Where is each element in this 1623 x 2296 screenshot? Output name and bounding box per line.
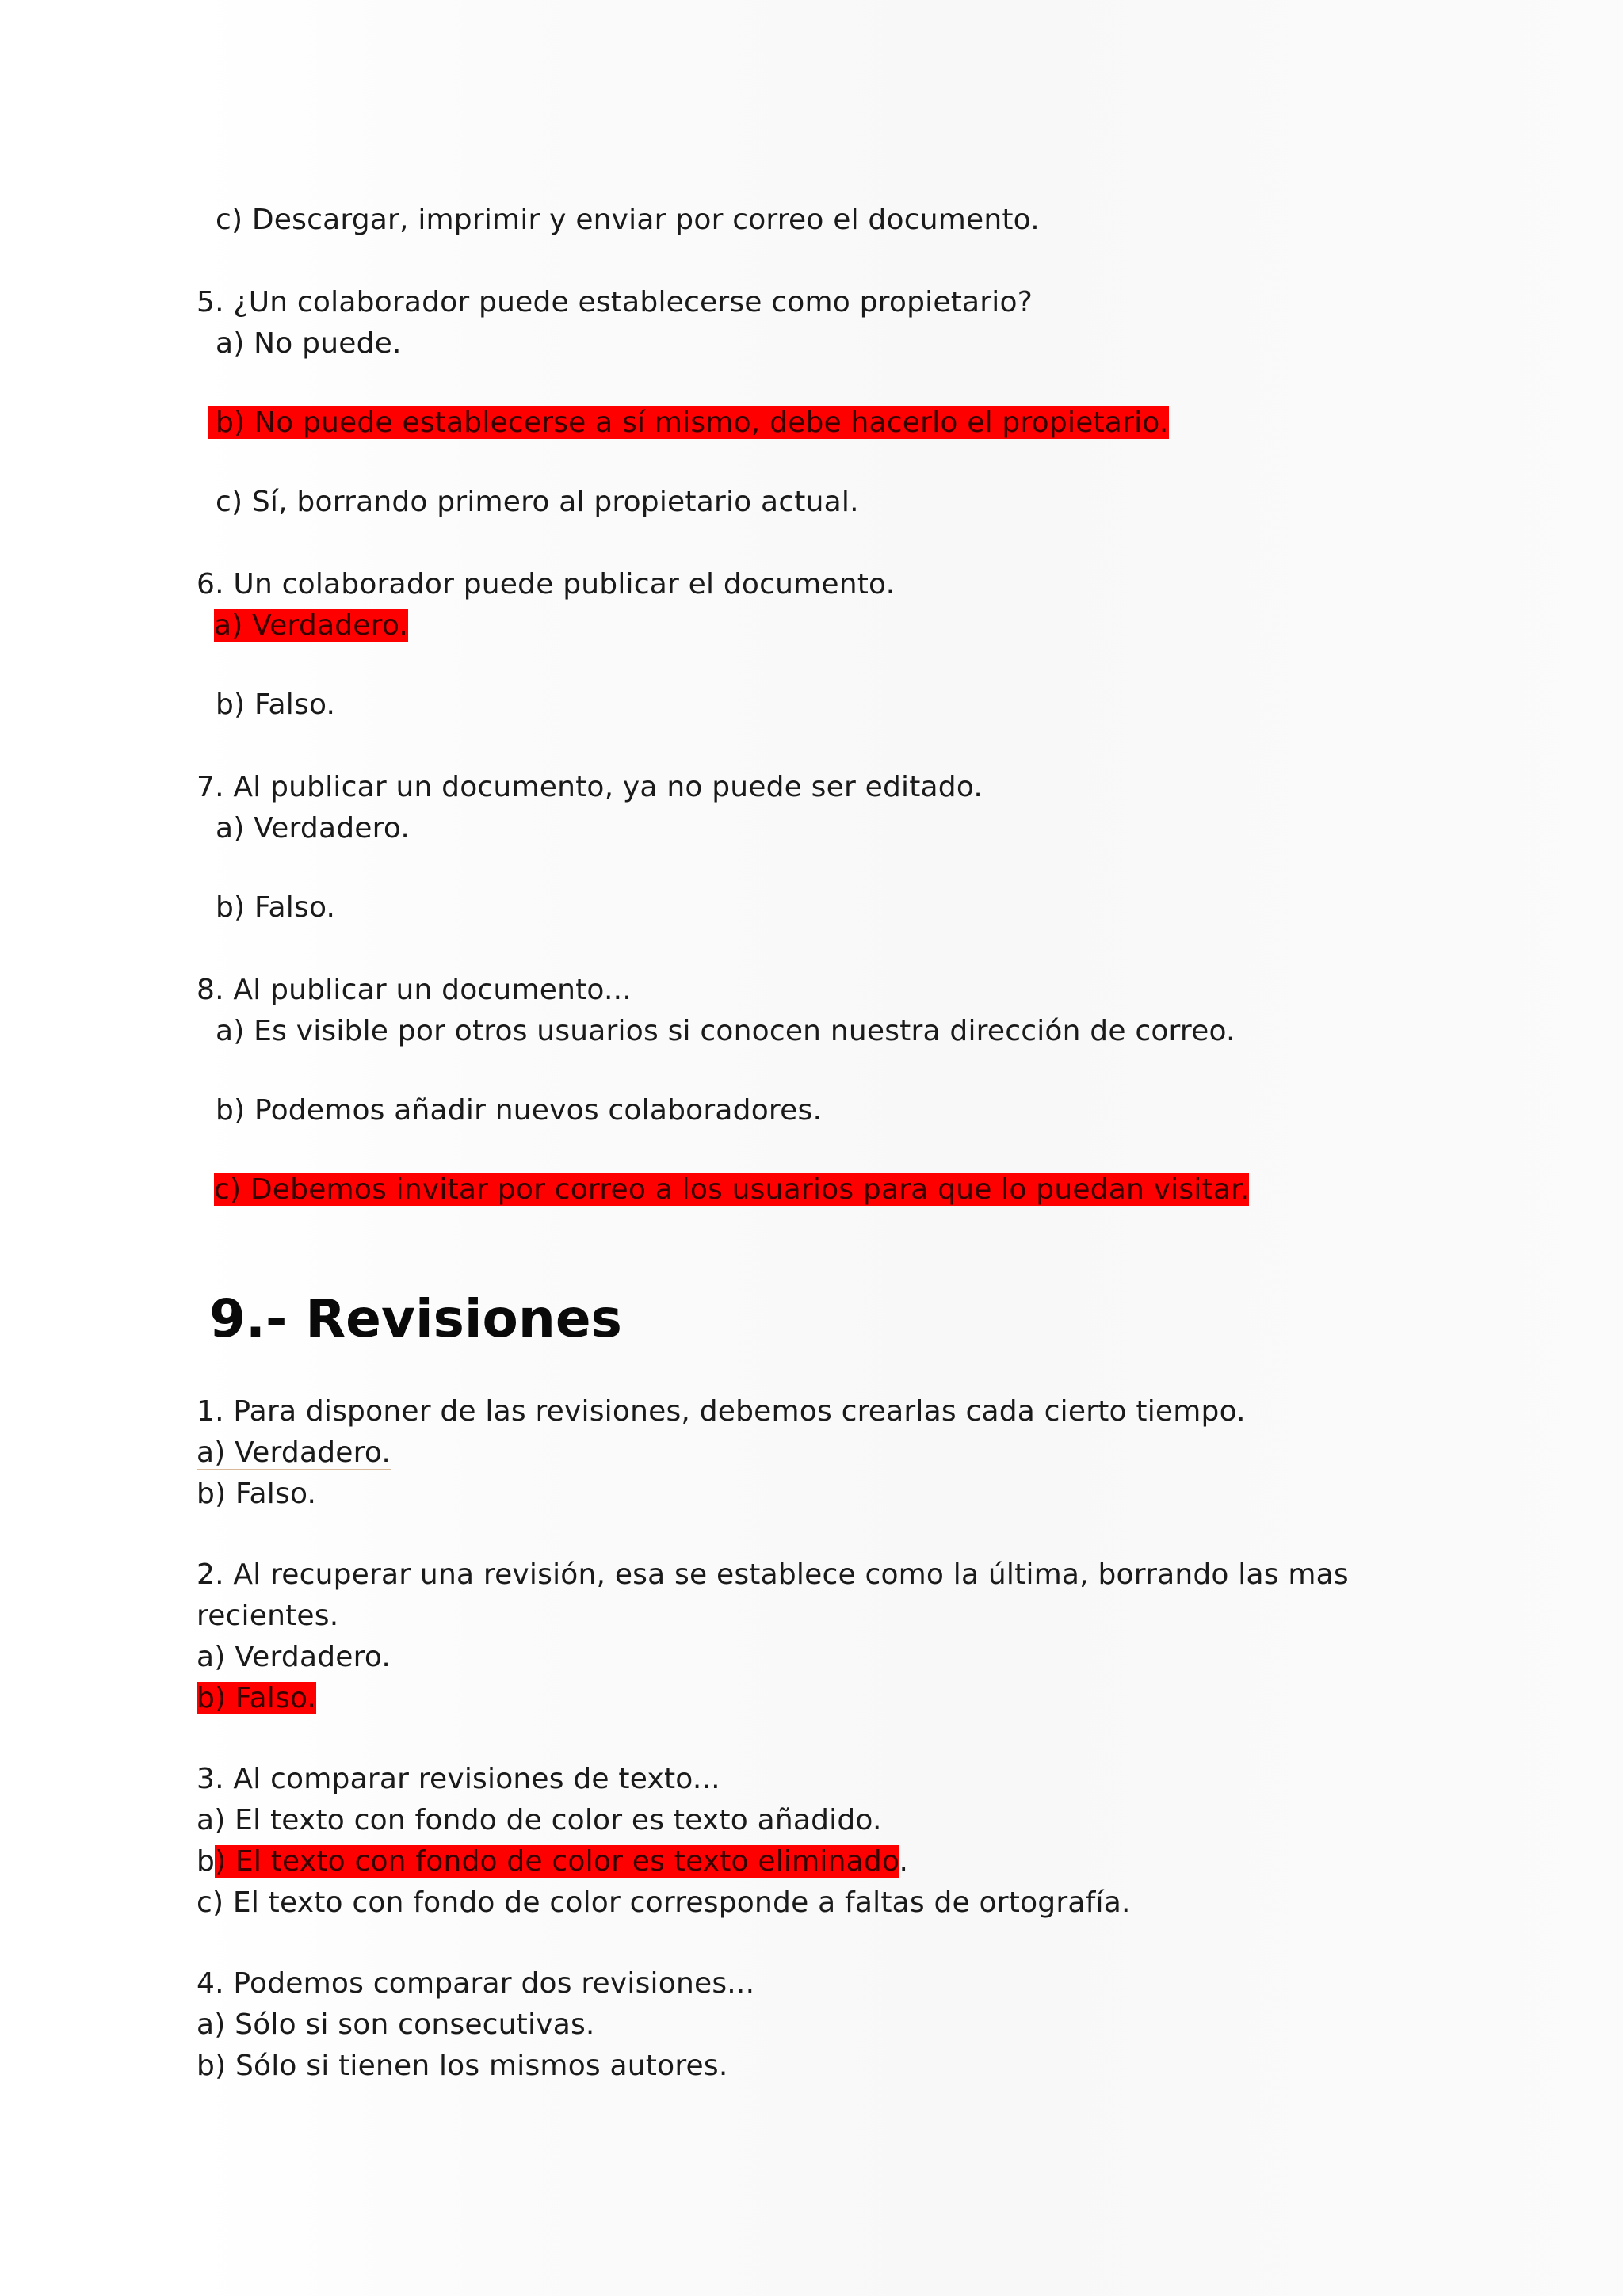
q8-option-c — [214, 1169, 1249, 1211]
r3-option-c: c) El texto con fondo de color corresponde a faltas de ortografía. — [197, 1886, 1131, 1919]
r3-option-b-highlight: ) El texto con fondo de color es texto eliminado — [215, 1845, 899, 1878]
prev-question-option-c: c) Descargar, imprimir y enviar por correo el documento. — [216, 204, 1040, 236]
q6-question: 6. Un colaborador puede publicar el documento. — [197, 568, 896, 601]
r2-option-a: a) Verdadero. — [197, 1641, 391, 1673]
q6-option-a — [214, 605, 408, 646]
r1-question: 1. Para disponer de las revisiones, debemos crearlas cada cierto tiempo. — [197, 1395, 1246, 1428]
r3-option-b-suffix: . — [899, 1845, 909, 1878]
q5-option-c: c) Sí, borrando primero al propietario actual. — [216, 486, 859, 518]
q5-option-b — [208, 402, 1169, 444]
r4-option-a: a) Sólo si son consecutivas. — [197, 2008, 595, 2041]
r1-option-b: b) Falso. — [197, 1478, 317, 1510]
r1-option-a-text: a) Verdadero. — [197, 1436, 391, 1469]
r2-question-line2: recientes. — [197, 1600, 339, 1632]
q6-option-b: b) Falso. — [216, 688, 336, 721]
r2-option-b — [197, 1678, 316, 1719]
r1-option-a — [197, 1432, 391, 1474]
r2-question-line1: 2. Al recuperar una revisión, esa se establece como la última, borrando las mas — [197, 1558, 1349, 1591]
section-heading-revisiones: 9.- Revisiones — [209, 1288, 622, 1349]
q7-option-a: a) Verdadero. — [216, 812, 411, 845]
r3-question: 3. Al comparar revisiones de texto... — [197, 1763, 720, 1795]
q5-option-a: a) No puede. — [216, 327, 402, 360]
q8-option-a: a) Es visible por otros usuarios si conocen nuestra dirección de correo. — [216, 1015, 1235, 1047]
q5-option-b-highlight: b) No puede establecerse a sí mismo, debe hacerlo el propietario. — [208, 406, 1169, 439]
q8-question: 8. Al publicar un documento... — [197, 974, 632, 1006]
r3-option-b-prefix: b — [197, 1845, 216, 1878]
q8-option-c-highlight: c) Debemos invitar por correo a los usuarios para que lo puedan visitar. — [214, 1173, 1250, 1206]
q7-option-b: b) Falso. — [216, 891, 336, 924]
r4-question: 4. Podemos comparar dos revisiones... — [197, 1967, 755, 2000]
r3-option-a: a) El texto con fondo de color es texto añadido. — [197, 1804, 882, 1836]
q7-question: 7. Al publicar un documento, ya no puede ser editado. — [197, 771, 983, 803]
r3-option-b — [197, 1841, 908, 1882]
q5-question: 5. ¿Un colaborador puede establecerse como propietario? — [197, 286, 1033, 318]
r4-option-b: b) Sólo si tienen los mismos autores. — [197, 2050, 728, 2082]
q8-option-b: b) Podemos añadir nuevos colaboradores. — [216, 1094, 823, 1127]
q6-option-a-highlight: a) Verdadero. — [214, 609, 409, 642]
r2-option-b-highlight: b) Falso. — [197, 1682, 317, 1714]
